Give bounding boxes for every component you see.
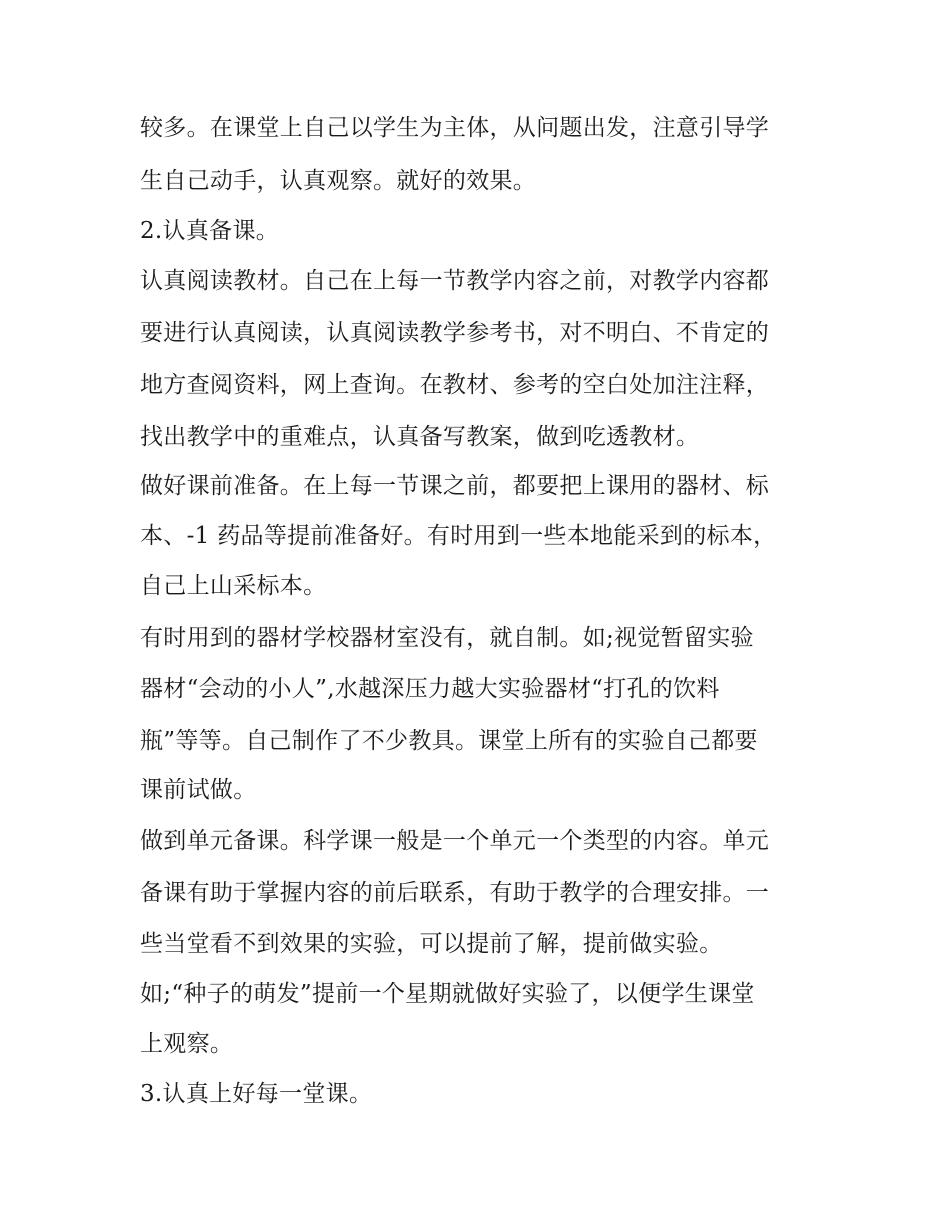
text-line: 自己上山采标本。: [140, 573, 327, 599]
text-line: 备课有助于掌握内容的前后联系，有助于教学的合理安排。一: [140, 880, 770, 906]
text-line: 瓶”等等。自己制作了不少教具。课堂上所有的实验自己都要: [140, 728, 758, 754]
text-line: 有时用到的器材学校器材室没有，就自制。如;视觉暂留实验: [140, 625, 754, 651]
text-line: 器材“会动的小人”,水越深压力越大实验器材“打孔的饮料: [140, 676, 720, 702]
text-line: 如;“种子的萌发”提前一个星期就做好实验了，以便学生课堂: [140, 981, 755, 1007]
text-line: 要进行认真阅读，认真阅读教学参考书，对不明白、不肯定的: [140, 320, 770, 346]
text-line: 上观察。: [140, 1031, 234, 1057]
text-line: 做到单元备课。科学课一般是一个单元一个类型的内容。单元: [140, 828, 770, 854]
text-line: 生自己动手，认真观察。就好的效果。: [140, 168, 537, 194]
text-line: 较多。在课堂上自己以学生为主体，从问题出发，注意引导学: [140, 115, 770, 141]
text-line: 本、-1 药品等提前准备好。有时用到一些本地能采到的标本，: [140, 523, 777, 549]
text-line: 课前试做。: [140, 777, 257, 803]
text-line: 认真阅读教材。自己在上每一节教学内容之前，对教学内容都: [140, 268, 770, 294]
text-line: 些当堂看不到效果的实验，可以提前了解，提前做实验。: [140, 931, 723, 957]
text-line: 地方查阅资料，网上查询。在教材、参考的空白处加注注释，: [140, 372, 770, 398]
text-line: 做好课前准备。在上每一节课之前，都要把上课用的器材、标: [140, 473, 770, 499]
section-heading: 3.认真上好每一堂课。: [140, 1081, 373, 1107]
section-heading: 2.认真备课。: [140, 218, 280, 244]
text-line: 找出教学中的重难点，认真备写教案，做到吃透教材。: [140, 424, 700, 450]
